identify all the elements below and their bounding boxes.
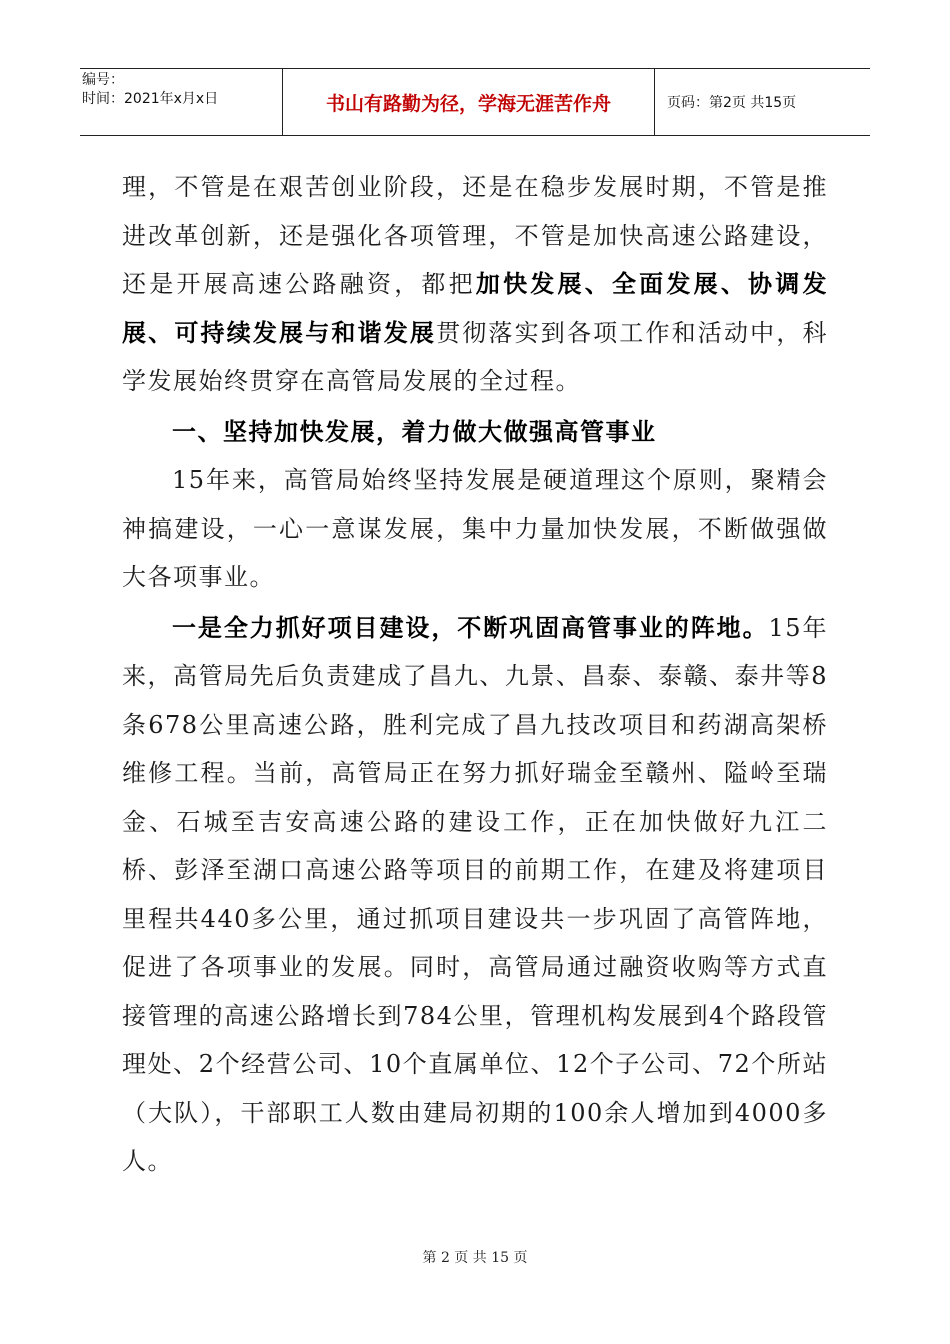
paragraph-text: 贯彻落实到各项工作和活动中，科学发展始终贯穿在高管局发展的全过程。 — [122, 318, 829, 395]
paragraph-lead-bold: 一是全力抓好项目建设，不断巩固高管事业的阵地。 — [172, 612, 769, 642]
document-body — [122, 163, 828, 1186]
section-heading — [122, 408, 828, 457]
document-date: 时间：2021年x月x日 — [82, 91, 219, 107]
header-page-info: 页码：第2页 共15页 — [667, 95, 797, 111]
section-heading-text: 一、坚持加快发展，着力做大做强高管事业 — [172, 416, 657, 446]
emphasis-text: 加快发展、全面发展、协调发展、可持续发展与和谐发展 — [122, 269, 828, 347]
page-footer: 第 2 页 共 15 页 — [422, 1250, 528, 1266]
paragraph: 15年来，高管局始终坚持发展是硬道理这个原则，聚精会神搞建设，一心一意谋发展，集中力量加快发展，不断做强做大各项事业。 — [122, 466, 828, 591]
paragraph-text: 理，不管是在艰苦创业阶段，还是在稳步发展时期，不管是推进改革创新，还是强化各项管理，不管是加快高速公路建设，还是开展高速公路融资，都把 — [122, 173, 828, 298]
header-meta — [80, 69, 283, 135]
header-motto: 书山有路勤为径，学海无涯苦作舟 — [283, 69, 655, 135]
paragraph-continued — [122, 163, 828, 406]
paragraph-text: 15年来，高管局先后负责建成了昌九、九景、昌泰、泰赣、泰井等8条678公里高速公路，胜利完成了昌九技改项目和药湖高架桥维修工程。当前，高管局正在努力抓好瑞金至赣州、隘岭至瑞金、石城至吉安高速公路的建设工作，正在加快做好九江二桥、彭泽至湖口高速公路等项目的前期工作，在建及将建项目里程共440多公里，通过抓项目建设共一步巩固了高管阵地，促进了各项事业的发展。同时，高管局通过融资收购等方式直接管理的高速公路增长到784公里，管理机构发展到4个路段管理处、2个经营公司、10个直属单位、12个子公司、72个所站（大队），干部职工人数由建局初期的100余人增加到4000多人。 — [122, 613, 829, 1175]
page-header — [80, 68, 870, 136]
paragraph — [122, 604, 828, 1186]
document-number-label: 编号： — [82, 72, 124, 88]
